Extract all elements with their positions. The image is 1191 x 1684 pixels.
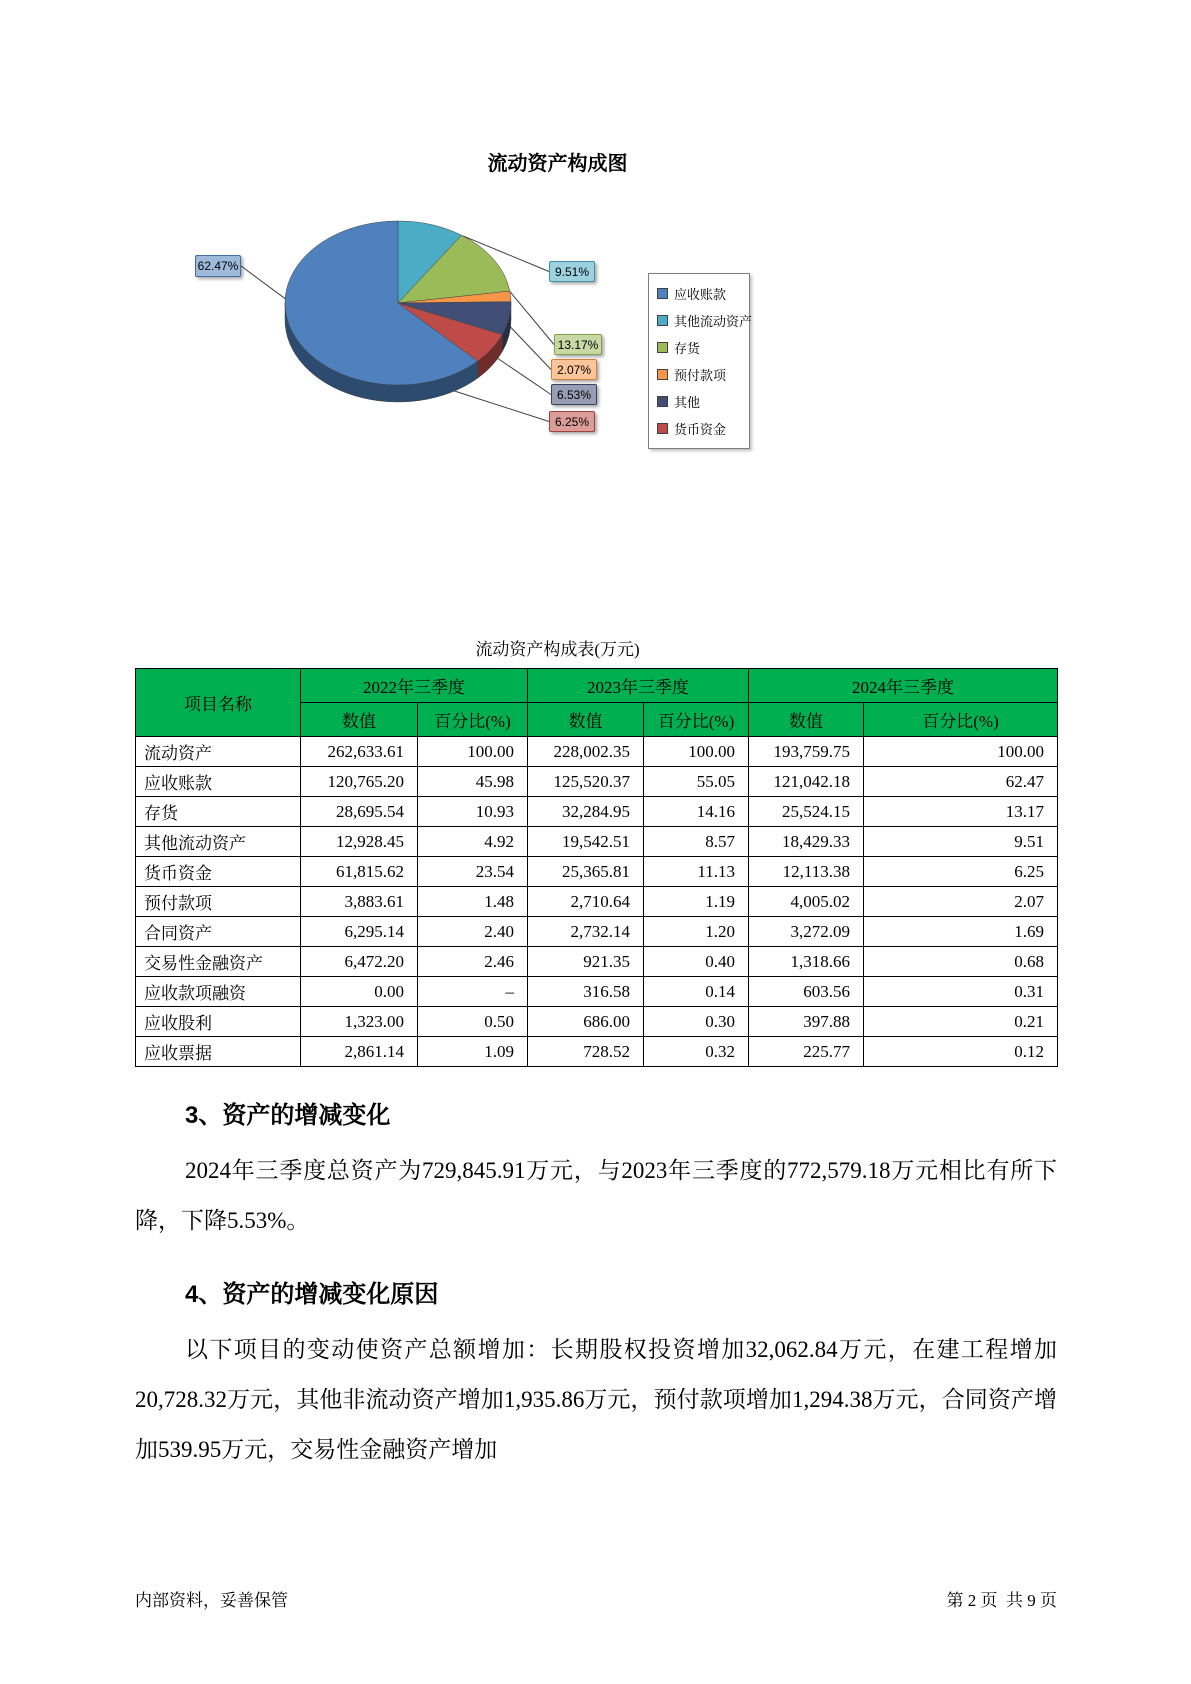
legend-item — [657, 419, 741, 438]
col-header-item: 项目名称 — [136, 669, 301, 737]
table-header — [136, 669, 1058, 737]
legend-label: 货币资金 — [674, 422, 727, 437]
legend-swatch-icon — [657, 423, 668, 434]
table-row — [136, 767, 1058, 797]
value-cell: 100.00 — [644, 737, 749, 767]
value-cell: 6,472.20 — [301, 947, 418, 977]
value-cell: 2.40 — [418, 917, 528, 947]
legend-swatch-icon — [657, 369, 668, 380]
pie-percent-callout: 6.53% — [551, 384, 597, 405]
value-cell: 45.98 — [418, 767, 528, 797]
chart-legend — [648, 273, 753, 449]
row-name-cell: 货币资金 — [136, 857, 301, 887]
value-cell: 61,815.62 — [301, 857, 418, 887]
value-cell: 8.57 — [644, 827, 749, 857]
value-cell: 28,695.54 — [301, 797, 418, 827]
value-cell: 32,284.95 — [528, 797, 644, 827]
value-cell: 9.51 — [864, 827, 1058, 857]
value-cell: 0.68 — [864, 947, 1058, 977]
table-row — [136, 977, 1058, 1007]
value-cell: 18,429.33 — [749, 827, 864, 857]
value-cell: 0.21 — [864, 1007, 1058, 1037]
table-row — [136, 947, 1058, 977]
table-row — [136, 917, 1058, 947]
value-cell: 1.09 — [418, 1037, 528, 1067]
value-cell: 2,732.14 — [528, 917, 644, 947]
col-header-2024: 2024年三季度 — [749, 669, 1058, 703]
col-subheader: 百分比(%) — [644, 703, 749, 737]
pie-percent-callout: 62.47% — [195, 255, 241, 277]
legend-item — [657, 338, 741, 357]
table-row — [136, 797, 1058, 827]
value-cell: 2,710.64 — [528, 887, 644, 917]
pie-percent-callout: 6.25% — [549, 411, 595, 432]
value-cell: 2.46 — [418, 947, 528, 977]
value-cell: 316.58 — [528, 977, 644, 1007]
legend-swatch-icon — [657, 315, 668, 326]
header-row-groups — [136, 669, 1058, 703]
value-cell: 62.47 — [864, 767, 1058, 797]
legend-swatch-icon — [657, 342, 668, 353]
value-cell: 1.69 — [864, 917, 1058, 947]
table-body — [136, 737, 1058, 1067]
row-name-cell: 流动资产 — [136, 737, 301, 767]
value-cell: 2.07 — [864, 887, 1058, 917]
value-cell: 55.05 — [644, 767, 749, 797]
value-cell: 1.19 — [644, 887, 749, 917]
table-row — [136, 857, 1058, 887]
row-name-cell: 应收股利 — [136, 1007, 301, 1037]
assets-table — [135, 668, 1058, 1067]
value-cell: 120,765.20 — [301, 767, 418, 797]
section-3-heading: 3、资产的增减变化 — [185, 1102, 391, 1129]
callout-leader-line — [241, 266, 285, 299]
row-name-cell: 应收款项融资 — [136, 977, 301, 1007]
value-cell: 4.92 — [418, 827, 528, 857]
value-cell: 686.00 — [528, 1007, 644, 1037]
table-row — [136, 1007, 1058, 1037]
value-cell: 1.48 — [418, 887, 528, 917]
legend-item — [657, 311, 753, 330]
value-cell: 2,861.14 — [301, 1037, 418, 1067]
legend-label: 存货 — [674, 341, 701, 356]
chart-title: 流动资产构成图 — [487, 153, 628, 175]
value-cell: 11.13 — [644, 857, 749, 887]
value-cell: 397.88 — [749, 1007, 864, 1037]
value-cell: 25,524.15 — [749, 797, 864, 827]
row-name-cell: 其他流动资产 — [136, 827, 301, 857]
table-row — [136, 827, 1058, 857]
callout-leader-line — [510, 292, 554, 345]
value-cell: 3,883.61 — [301, 887, 418, 917]
callout-leader-line — [455, 391, 550, 422]
section-4-heading: 4、资产的增减变化原因 — [185, 1281, 439, 1308]
table-title: 流动资产构成表(万元) — [475, 640, 640, 659]
value-cell: 25,365.81 — [528, 857, 644, 887]
value-cell: 728.52 — [528, 1037, 644, 1067]
table-row — [136, 737, 1058, 767]
row-name-cell: 应收账款 — [136, 767, 301, 797]
section-3-paragraph: 2024年三季度总资产为729,845.91万元，与2023年三季度的772,579.18万元相比有所下降，下降5.53%。 — [135, 1158, 1057, 1233]
value-cell: 0.32 — [644, 1037, 749, 1067]
value-cell: 0.00 — [301, 977, 418, 1007]
legend-item — [657, 365, 741, 384]
value-cell: 12,113.38 — [749, 857, 864, 887]
pie-percent-callout: 2.07% — [551, 359, 597, 380]
pie-percent-callout: 13.17% — [554, 334, 602, 355]
table-row — [136, 887, 1058, 917]
value-cell: 1,323.00 — [301, 1007, 418, 1037]
legend-label: 其他流动资产 — [674, 314, 753, 329]
row-name-cell: 应收票据 — [136, 1037, 301, 1067]
legend-label: 应收账款 — [674, 287, 727, 302]
row-name-cell: 交易性金融资产 — [136, 947, 301, 977]
value-cell: 0.50 — [418, 1007, 528, 1037]
value-cell: 262,633.61 — [301, 737, 418, 767]
legend-label: 预付款项 — [674, 368, 727, 383]
value-cell: 3,272.09 — [749, 917, 864, 947]
value-cell: 121,042.18 — [749, 767, 864, 797]
pie-chart — [135, 192, 1057, 487]
pie-percent-callout: 9.51% — [549, 261, 595, 282]
value-cell: 0.14 — [644, 977, 749, 1007]
col-subheader: 数值 — [301, 703, 418, 737]
section-4-paragraph: 以下项目的变动使资产总额增加：长期股权投资增加32,062.84万元，在建工程增加20,728.32万元，其他非流动资产增加1,935.86万元，预付款项增加1,294.38万元，合同资产增加539.95万元，交易性金融资产增加 — [135, 1337, 1057, 1462]
table-row — [136, 1037, 1058, 1067]
value-cell: 100.00 — [418, 737, 528, 767]
value-cell: 23.54 — [418, 857, 528, 887]
page-number: 第 2 页 共 9 页 — [946, 1591, 1057, 1610]
col-subheader: 数值 — [749, 703, 864, 737]
value-cell: 4,005.02 — [749, 887, 864, 917]
legend-swatch-icon — [657, 396, 668, 407]
value-cell: 0.31 — [864, 977, 1058, 1007]
page-footer — [135, 1586, 1057, 1611]
row-name-cell: 预付款项 — [136, 887, 301, 917]
value-cell: – — [418, 977, 528, 1007]
legend-swatch-icon — [657, 288, 668, 299]
value-cell: 10.93 — [418, 797, 528, 827]
value-cell: 13.17 — [864, 797, 1058, 827]
value-cell: 1,318.66 — [749, 947, 864, 977]
value-cell: 12,928.45 — [301, 827, 418, 857]
col-subheader: 数值 — [528, 703, 644, 737]
value-cell: 228,002.35 — [528, 737, 644, 767]
value-cell: 603.56 — [749, 977, 864, 1007]
value-cell: 0.12 — [864, 1037, 1058, 1067]
value-cell: 6,295.14 — [301, 917, 418, 947]
body-text — [135, 1095, 1057, 1475]
legend-item — [657, 284, 741, 303]
col-subheader: 百分比(%) — [418, 703, 528, 737]
value-cell: 225.77 — [749, 1037, 864, 1067]
value-cell: 193,759.75 — [749, 737, 864, 767]
callout-leader-line — [498, 359, 551, 395]
value-cell: 125,520.37 — [528, 767, 644, 797]
col-header-2022: 2022年三季度 — [301, 669, 528, 703]
legend-label: 其他 — [674, 395, 701, 410]
value-cell: 0.30 — [644, 1007, 749, 1037]
value-cell: 1.20 — [644, 917, 749, 947]
footer-note: 内部资料，妥善保管 — [135, 1591, 288, 1610]
value-cell: 921.35 — [528, 947, 644, 977]
row-name-cell: 合同资产 — [136, 917, 301, 947]
value-cell: 14.16 — [644, 797, 749, 827]
value-cell: 6.25 — [864, 857, 1058, 887]
value-cell: 0.40 — [644, 947, 749, 977]
legend-item — [657, 392, 741, 411]
col-subheader: 百分比(%) — [864, 703, 1058, 737]
row-name-cell: 存货 — [136, 797, 301, 827]
value-cell: 100.00 — [864, 737, 1058, 767]
col-header-2023: 2023年三季度 — [528, 669, 749, 703]
value-cell: 19,542.51 — [528, 827, 644, 857]
